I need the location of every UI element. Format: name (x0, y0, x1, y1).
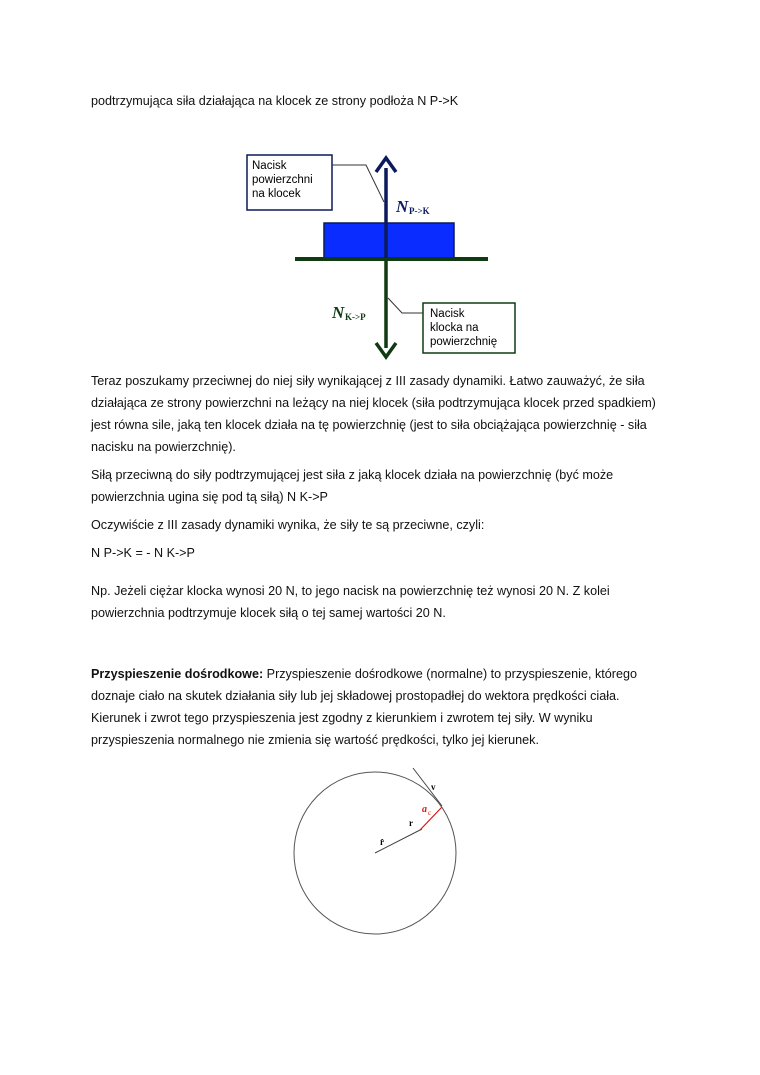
para6-line: Przyspieszenie dośrodkowe (normalne) to przyspieszenie, którego (263, 667, 637, 681)
velocity-label: v (431, 782, 436, 792)
section-heading: Przyspieszenie dośrodkowe: (91, 667, 264, 681)
label-n-sub: K->P (345, 312, 366, 322)
label-n-sub: P->K (409, 206, 430, 216)
box-bottom-line: Nacisk (430, 308, 465, 320)
label-n-main: N (396, 197, 409, 216)
intro-text: podtrzymująca siła działająca na klocek ze strony podłoża N P->K (91, 94, 459, 108)
unit-radius-label: r̂ (380, 837, 384, 847)
para5-line: powierzchnia podtrzymuje klocek siłą o tej samej wartości 20 N. (91, 606, 446, 620)
ground (295, 257, 488, 261)
para6-line: doznaje ciało na skutek działania siły lub jej składowej prostopadłej do wektora prędkości ciała. (91, 689, 620, 703)
label-n-main: N (332, 303, 345, 322)
para2-line: Siłą przeciwną do siły podtrzymującej jest siła z jaką klocek działa na powierzchnię (być może (91, 468, 614, 482)
box-bottom-line: klocka na (430, 322, 479, 334)
para2-line: powierzchnia ugina się pod tą siłą) N K->P (91, 490, 328, 504)
para3: Oczywiście z III zasady dynamiki wynika, że siły te są przeciwne, czyli: (91, 518, 485, 532)
box-top-line: na klocek (252, 188, 301, 200)
velocity-tangent (413, 768, 442, 806)
leader-line (388, 298, 423, 313)
acceleration-label: a (422, 804, 427, 815)
radius-label: r (409, 818, 413, 828)
acceleration-sub: c (428, 809, 432, 817)
para1-line: nacisku na powierzchnię). (91, 440, 236, 454)
box-top-line: Nacisk (252, 160, 287, 172)
equation: N P->K = - N K->P (91, 546, 195, 560)
para1-line: działająca ze strony powierzchni na leżący na niej klocek (siła podtrzymująca klocek przed spadkiem) (91, 396, 656, 410)
para1-line: Teraz poszukamy przeciwnej do niej siły wynikającej z III zasady dynamiki. Łatwo zauważyć, że siła (91, 374, 645, 388)
box-bottom-line: powierzchnię (430, 336, 498, 348)
para6-line: Kierunek i zwrot tego przyspieszenia jest zgodny z kierunkiem i zwrotem tej siły. W wyniku (91, 711, 593, 725)
para1-line: jest równa sile, jaką ten klocek działa na tę powierzchnię (jest to siła obciążająca powierzchnię - siła (91, 418, 647, 432)
centripetal-diagram (294, 768, 456, 934)
box-top-line: powierzchni (252, 174, 313, 186)
block (324, 223, 454, 258)
para5-line: Np. Jeżeli ciężar klocka wynosi 20 N, to jego nacisk na powierzchnię też wynosi 20 N. Z kolei (91, 584, 610, 598)
para6-line: przyspieszenia normalnego nie zmienia się wartość prędkości, tylko jej kierunek. (91, 733, 539, 747)
